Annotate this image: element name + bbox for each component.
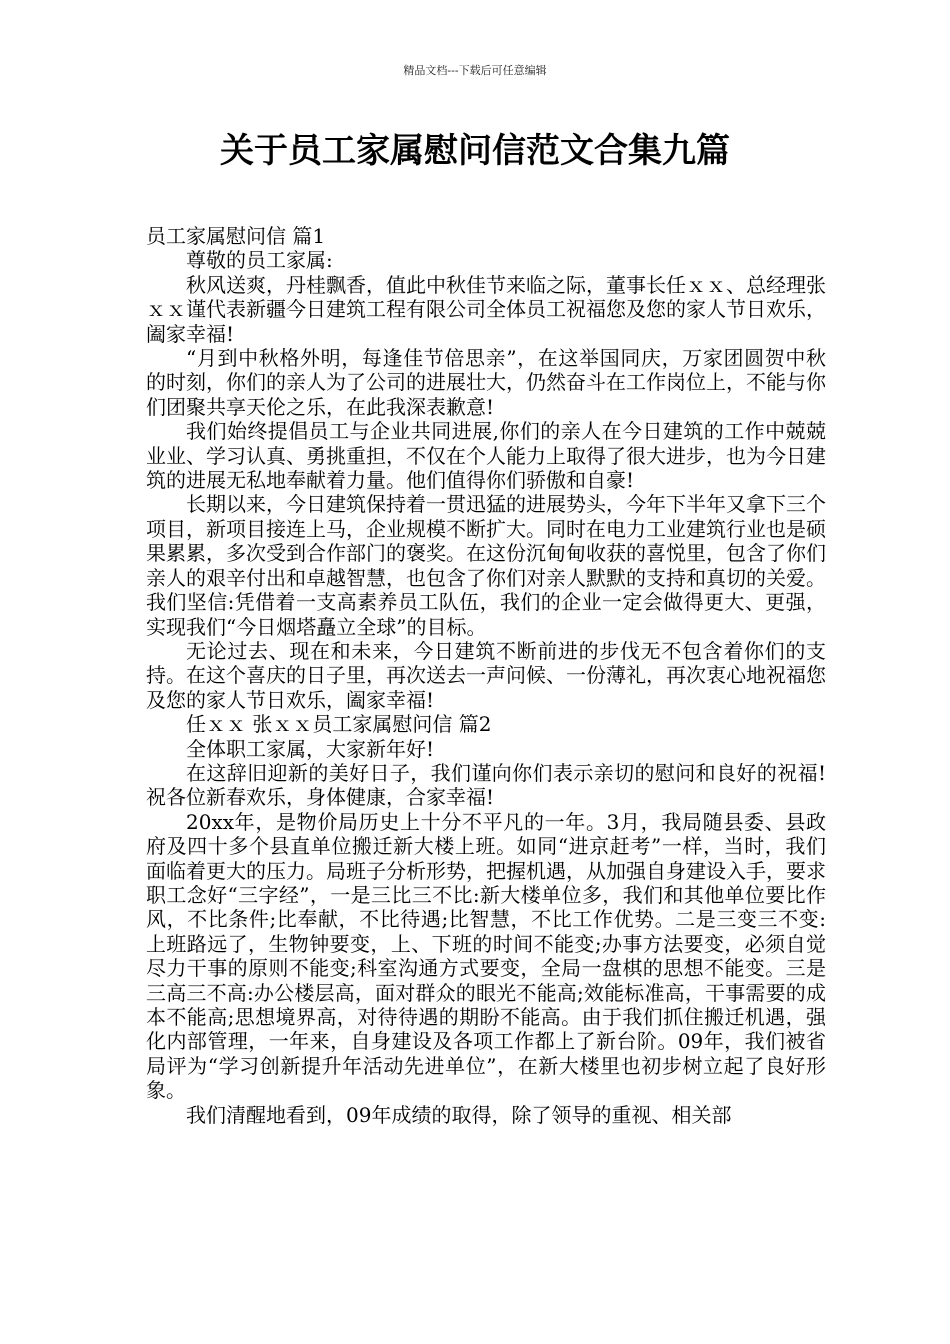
body-paragraph: 20xx年，是物价局历史上十分不平凡的一年。3月，我局随县委、县政府及四十多个县直单位搬迁新大楼上班。如同“进京赶考”一样，当时，我们面临着更大的压力。局班子分析形势，把握机遇，从加强自身建设入手，要求职工念好“三字经”，一是三比三不比:新大楼单位多，我们和其他单位要比作风，不比条件;比奉献，不比待遇;比智慧，不比工作优势。二是三变三不变:上班路远了，生物钟要变，上、下班的时间不能变;办事方法要变，必须自觉尽力干事的原则不能变;科室沟通方式要变，全局一盘棋的思想不能变。三是三高三不高:办公楼层高，面对群众的眼光不能高;效能标准高，干事需要的成本不能高;思想境界高，对待待遇的期盼不能高。由于我们抓住搬迁机遇，强化内部管理，一年来，自身建设及各项工作都上了新台阶。09年，我们被省局评为“学习创新提升年活动先进单位”，在新大楼里也初步树立起了良好形象。	[146, 809, 826, 1103]
signature-and-heading-2: 任ｘｘ 张ｘｘ员工家属慰问信 篇2	[186, 712, 492, 737]
salutation-2: 全体职工家属，大家新年好!	[186, 736, 435, 761]
body-paragraph: 我们清醒地看到，09年成绩的取得，除了领导的重视、相关部	[186, 1102, 732, 1127]
body-paragraph: 无论过去、现在和未来，今日建筑不断前进的步伐无不包含着你们的支持。在这个喜庆的日子里，再次送去一声问候、一份薄礼，再次衷心地祝福您及您的家人节日欢乐，阖家幸福!	[146, 638, 826, 712]
document-title: 关于员工家属慰问信范文合集九篇	[220, 131, 730, 171]
letter-heading-1: 员工家属慰问信 篇1	[146, 224, 326, 248]
body-paragraph: 在这辞旧迎新的美好日子，我们谨向你们表示亲切的慰问和良好的祝福!祝各位新春欢乐，身体健康，合家幸福!	[146, 760, 826, 810]
document-body	[146, 224, 826, 1127]
body-paragraph: 长期以来，今日建筑保持着一贯迅猛的进展势头，今年下半年又拿下三个项目，新项目接连上马，企业规模不断扩大。同时在电力工业建筑行业也是硕果累累，多次受到合作部门的褒奖。在这份沉甸甸收获的喜悦里，包含了你们亲人的艰辛付出和卓越智慧，也包含了你们对亲人默默的支持和真切的关爱。我们坚信:凭借着一支高素养员工队伍，我们的企业一定会做得更大、更强，实现我们“今日烟塔矗立全球”的目标。	[146, 492, 826, 639]
salutation-1: 尊敬的员工家属:	[186, 248, 333, 273]
body-paragraph: 秋风送爽，丹桂飘香，值此中秋佳节来临之际，董事长任ｘｘ、总经理张ｘｘ谨代表新疆今日建筑工程有限公司全体员工祝福您及您的家人节日欢乐，阖家幸福!	[146, 272, 826, 346]
body-paragraph: 我们始终提倡员工与企业共同进展,你们的亲人在今日建筑的工作中兢兢业业、学习认真、勇挑重担，不仅在个人能力上取得了很大进步，也为今日建筑的进展无私地奉献着力量。他们值得你们骄傲和自豪!	[146, 419, 826, 493]
body-paragraph: “月到中秋格外明，每逢佳节倍思亲”，在这举国同庆，万家团圆贺中秋的时刻，你们的亲人为了公司的进展壮大，仍然奋斗在工作岗位上，不能与你们团聚共享天伦之乐，在此我深表歉意!	[146, 346, 826, 419]
page-header-note: 精品文档---下载后可任意编辑	[403, 64, 547, 77]
